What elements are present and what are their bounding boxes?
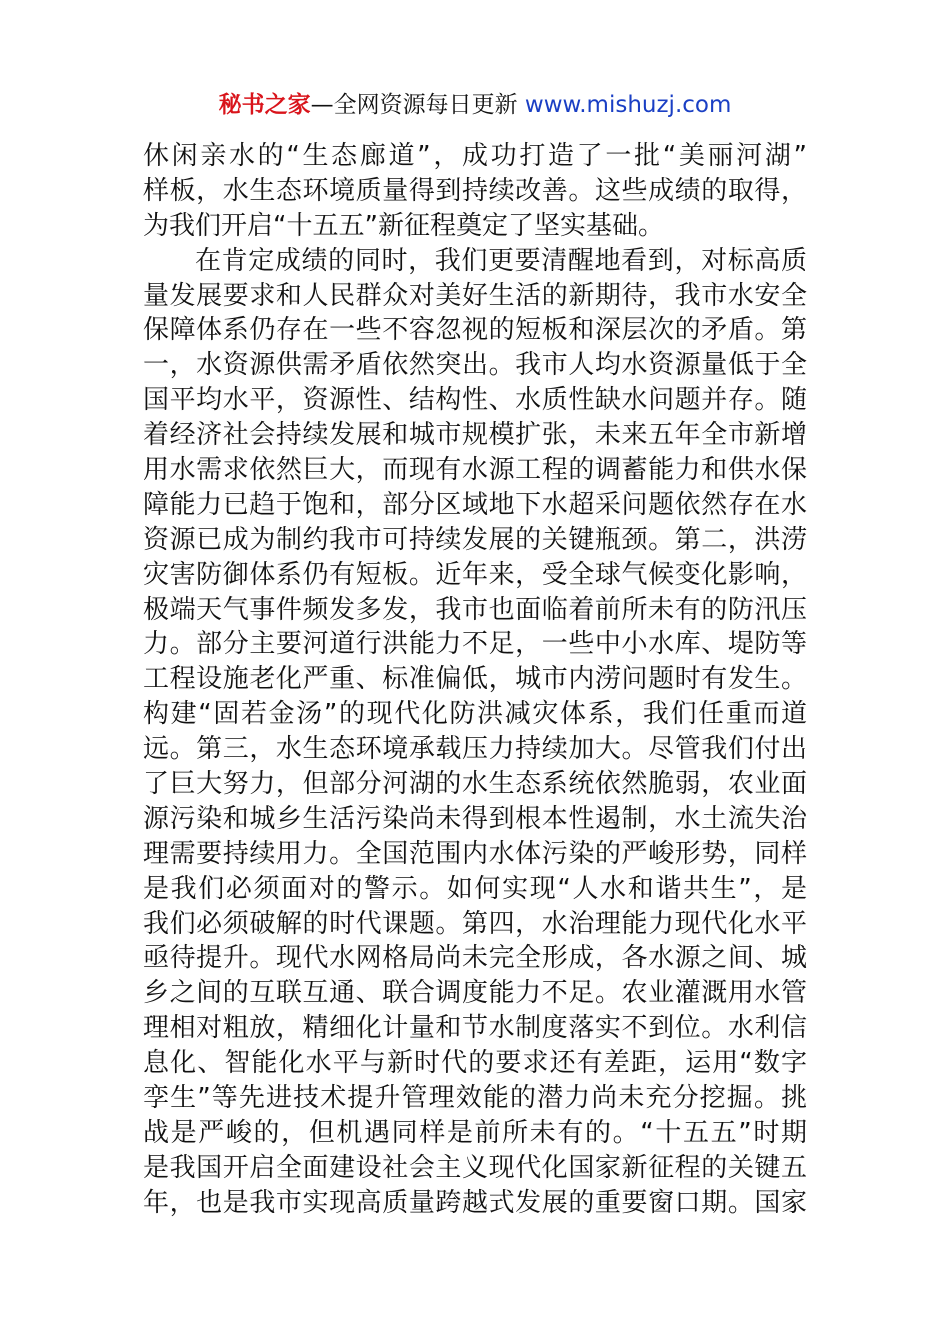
body-line: 保障体系仍存在一些不容忽视的短板和深层次的矛盾。第 xyxy=(143,315,807,346)
brand-name: 秘书之家 xyxy=(218,92,311,118)
body-line: 障能力已趋于饱和，部分区域地下水超采问题依然存在水 xyxy=(143,489,807,520)
body-line: 了巨大努力，但部分河湖的水生态系统依然脆弱，农业面 xyxy=(143,769,807,800)
body-line: 灾害防御体系仍有短板。近年来，受全球气候变化影响， xyxy=(143,559,807,590)
body-line: 孪生”等先进技术提升管理效能的潜力尚未充分挖掘。挑 xyxy=(143,1083,807,1114)
body-line: 一，水资源供需矛盾依然突出。我市人均水资源量低于全 xyxy=(143,350,807,381)
body-line: 国平均水平，资源性、结构性、水质性缺水问题并存。随 xyxy=(143,385,807,416)
body-line: 量发展要求和人民群众对美好生活的新期待，我市水安全 xyxy=(143,280,807,311)
paragraph-start-line: 在肯定成绩的同时，我们更要清醒地看到，对标高质 xyxy=(195,245,807,276)
body-line: 理相对粗放，精细化计量和节水制度落实不到位。水利信 xyxy=(143,1013,807,1044)
body-line: 年，也是我市实现高质量跨越式发展的重要窗口期。国家 xyxy=(143,1187,807,1218)
site-url-link[interactable]: www.mishuzj.com xyxy=(524,92,732,118)
body-line: 理需要持续用力。全国范围内水体污染的严峻形势，同样 xyxy=(143,838,807,869)
body-line: 是我国开启全面建设社会主义现代化国家新征程的关键五 xyxy=(143,1152,807,1183)
body-line: 源污染和城乡生活污染尚未得到根本性遏制，水土流失治 xyxy=(143,803,807,834)
body-line: 着经济社会持续发展和城市规模扩张，未来五年全市新增 xyxy=(143,420,807,451)
body-line: 资源已成为制约我市可持续发展的关键瓶颈。第二，洪涝 xyxy=(143,524,807,555)
body-line: 力。部分主要河道行洪能力不足，一些中小水库、堤防等 xyxy=(143,629,807,660)
body-line: 工程设施老化严重、标准偏低，城市内涝问题时有发生。 xyxy=(143,664,807,695)
site-header xyxy=(0,88,950,122)
body-line: 样板，水生态环境质量得到持续改善。这些成绩的取得， xyxy=(143,175,807,206)
body-line: 亟待提升。现代水网格局尚未完全形成，各水源之间、城 xyxy=(143,943,807,974)
body-line: 乡之间的互联互通、联合调度能力不足。农业灌溉用水管 xyxy=(143,978,807,1009)
body-line: 休闲亲水的“生态廊道”，成功打造了一批“美丽河湖” xyxy=(143,141,807,171)
document-body xyxy=(143,139,807,1221)
body-line: 息化、智能化水平与新时代的要求还有差距，运用“数字 xyxy=(143,1048,807,1079)
body-line: 构建“固若金汤”的现代化防洪减灾体系，我们任重而道 xyxy=(143,699,807,730)
body-line: 战是严峻的，但机遇同样是前所未有的。“十五五”时期 xyxy=(143,1117,807,1148)
body-line: 用水需求依然巨大，而现有水源工程的调蓄能力和供水保 xyxy=(143,455,807,486)
body-line: 为我们开启“十五五”新征程奠定了坚实基础。 xyxy=(143,210,664,241)
body-line: 极端天气事件频发多发，我市也面临着前所未有的防汛压 xyxy=(143,594,807,625)
header-dash: — xyxy=(310,92,334,118)
body-line: 是我们必须面对的警示。如何实现“人水和谐共生”，是 xyxy=(143,873,807,904)
body-line: 我们必须破解的时代课题。第四，水治理能力现代化水平 xyxy=(143,908,807,939)
header-tagline: 全网资源每日更新 xyxy=(333,92,518,118)
body-line: 远。第三，水生态环境承载压力持续加大。尽管我们付出 xyxy=(143,734,807,765)
